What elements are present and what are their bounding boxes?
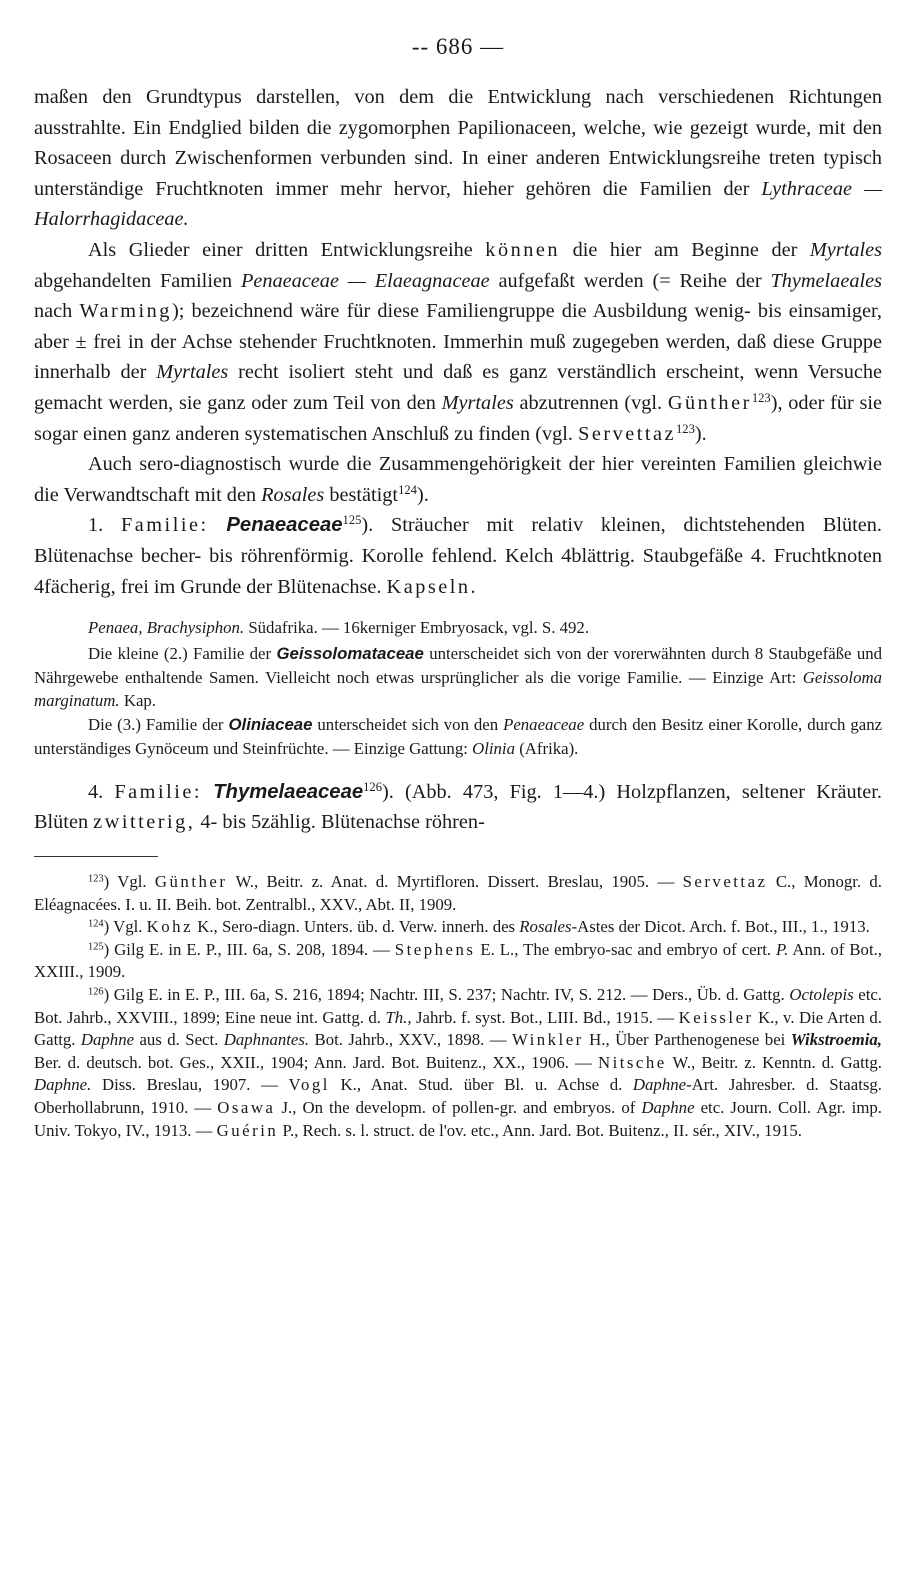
text: P., Rech. s. l. struct. de l'ov. etc., Ann. Jard. Bot. Buitenz., II. sér., XIV., 1915. [282, 1120, 802, 1140]
page-number: -- 686 — [411, 34, 505, 59]
genus-name: Daphne [632, 1075, 687, 1095]
footnote-124 [34, 916, 882, 939]
taxon-name: Thymelaeales [770, 269, 882, 292]
spaced-text: können [485, 238, 561, 261]
footnote-divider [34, 856, 158, 857]
text: Jahrb. f. syst. Bot., LIII. Bd., 1915. — [415, 1007, 675, 1027]
text: ), oder für sie sogar einen ganz anderen systematischen Anschluß zu finden (vgl. [34, 391, 883, 445]
footnote-123 [34, 871, 882, 916]
text: Kap. [123, 691, 156, 711]
section-number: 4. [88, 780, 104, 803]
footnote-ref: 124 [398, 482, 417, 497]
taxon-names: Lythraceae — Halorrhagidaceae. [34, 177, 882, 231]
section-name: Daphnantes. [223, 1030, 310, 1050]
author-name: Winkler [511, 1030, 584, 1050]
section-number: 1. [88, 514, 104, 537]
footnote-ref: 126 [363, 779, 383, 794]
author-name: Guérin [216, 1120, 279, 1140]
text: Ann. of Bot., XXIII., 1909. [34, 939, 883, 982]
text: W., Beitr. z. Kenntn. d. Gattg. [672, 1052, 882, 1072]
genus-name: Daphne. [34, 1075, 92, 1095]
taxon-name: Rosales [261, 483, 325, 506]
text: H., Über Parthenogenese bei [589, 1030, 786, 1050]
text: unterscheidet sich von der vorerwähnten durch 8 Staubgefäße und Nährgewebe enthaltende Samen. Vielleicht noch etwas ursprünglicher als die vorige Familie. — Einzige Art: [34, 643, 883, 687]
author-name: Kohz [146, 917, 194, 937]
genus-name: Daphne [641, 1098, 695, 1117]
text: maßen den Grundtypus darstellen, von dem die Entwicklung nach verschiedenen Richtungen ausstrahlte. Ein Endglied bilden die zygomorphen Papilionaceen, welche, wie gezeigt wurde, mit den Rosaceen durch Zwischenformen verbunden sind. In einer anderen Entwicklungsreihe treten typisch unterständige Fruchtknoten immer mehr hervor, hieher gehören die Familien der [34, 86, 882, 200]
text: Die (3.) Familie der [88, 715, 224, 735]
genus-names: Penaea, Brachysiphon. [88, 618, 245, 638]
genus-name: Octolepis [789, 985, 854, 1005]
footnote-ref: 125 [342, 513, 362, 528]
text: ). Sträucher mit relativ kleinen, dichtstehenden Blüten. Blütenachse becher- bis röhrenförmig. Korolle fehlend. Kelch 4blättrig. Staubgefäße 4. Fruchtknoten 4fächerig, frei im Grunde der Blütenachse. [34, 514, 882, 598]
family-1-paragraph [34, 510, 882, 602]
text: K., Sero-diagn. Unters. üb. d. Verw. innerh. des [197, 917, 516, 937]
footnote-number: 123 [88, 873, 104, 885]
text: Bot. Jahrb., XXV., 1898. — [314, 1030, 507, 1050]
family-label: Familie: [121, 514, 209, 537]
small-paragraph-1 [34, 616, 882, 640]
family-name: Geissolomataceae [276, 643, 424, 663]
text: K., Anat. Stud. über Bl. u. Achse d. [340, 1075, 623, 1095]
text: Als Glieder einer dritten Entwicklungsreihe [88, 238, 473, 261]
main-text [34, 82, 882, 602]
taxon-name: Rosales [519, 917, 572, 937]
author-name: Vogl [288, 1075, 330, 1095]
taxon-name: Myrtales [441, 391, 514, 414]
small-paragraph-3 [34, 713, 882, 761]
genus-name: Olinia [472, 739, 515, 759]
text: Diss. Breslau, 1907. — [101, 1075, 278, 1095]
text: K., v. Die Arten d. Gattg. [34, 1007, 882, 1050]
author-name: Nitsche [597, 1052, 667, 1072]
text: ); bezeichnend wäre für diese Familiengruppe die Ausbildung wenig- bis einsamiger, aber ± frei in der Achse stehender Fruchtknoten. Immerhin muß zugegeben werden, daß diese Gruppe innerhalb der [34, 300, 882, 384]
taxon-name: Myrtales [156, 361, 229, 384]
author-name: Servettaz [578, 422, 677, 445]
text: etc. Journ. Coll. Agr. imp. Univ. Tokyo, IV., 1913. — [34, 1098, 882, 1140]
text: Südafrika. — 16kerniger Embryosack, vgl. S. 492. [248, 618, 590, 638]
text: aus d. Sect. [139, 1030, 219, 1050]
text: die hier am Beginne der [572, 238, 798, 261]
text: unterscheidet sich von den [317, 715, 499, 735]
taxon-abbrev: Th., [385, 1007, 412, 1027]
author-name: Osawa [217, 1098, 276, 1117]
family-name: Penaeaceae [226, 514, 343, 537]
small-paragraph-2 [34, 642, 882, 713]
text: -Astes der Dicot. Arch. f. Bot., III., 1., 1913. [571, 917, 870, 937]
footnote-125 [34, 939, 882, 984]
family-4-paragraph [34, 777, 882, 838]
text: bestätigt [329, 483, 399, 506]
footnote-ref: 123 [751, 391, 771, 406]
text: Die kleine (2.) Familie der [88, 643, 272, 663]
text: Ber. d. deutsch. bot. Ges., XXII., 1904; Ann. Jard. Bot. Buitenz., XX., 1906. — [34, 1052, 592, 1072]
paragraph-3 [34, 449, 882, 510]
text: abzutrennen (vgl. [519, 391, 663, 414]
author-name: Günther [667, 391, 752, 414]
book-page [34, 34, 882, 1142]
paragraph-2 [34, 235, 882, 449]
text: ). [694, 422, 707, 445]
text: J., On the developm. of pollen-gr. and embryos. of [281, 1098, 636, 1117]
text: ) Vgl. [103, 917, 143, 937]
taxon-names: Penaeaceae — Elaeagnaceae [240, 269, 490, 292]
spaced-text: Kapseln. [386, 575, 479, 598]
footnote-number: 124 [88, 918, 104, 930]
text: aufgefaßt werden (= Reihe der [498, 269, 762, 292]
text: 4- bis 5zählig. Blütenachse röhren- [200, 811, 485, 834]
taxon-name: Myrtales [809, 238, 882, 261]
family-name: Oliniaceae [228, 715, 313, 735]
family-label: Familie: [114, 780, 202, 803]
text: ). (Abb. 473, Fig. 1—4.) Holzpflanzen, seltener Kräuter. Blüten [34, 780, 882, 834]
text: Auch sero-diagnostisch wurde die Zusammengehörigkeit der hier vereinten Familien gleichwie die Verwandtschaft mit den [34, 453, 882, 506]
taxon-abbrev: P. [776, 939, 789, 959]
text: ). [416, 483, 429, 506]
text: nach [34, 300, 73, 323]
author-name: Günther [154, 872, 228, 892]
genus-name: Daphne [80, 1030, 135, 1050]
footnote-number: 125 [88, 941, 104, 953]
taxon-name: Penaeaceae [503, 715, 585, 735]
author-name: Keissler [678, 1007, 754, 1027]
spaced-text: zwitterig, [93, 811, 196, 834]
text: ) Gilg E. in E. P., III. 6a, S. 208, 1894. — [103, 939, 390, 959]
text: E. L., The embryo-sac and embryo of cert. [480, 939, 772, 959]
text: etc. Bot. Jahrb., XXVIII., 1899; Eine neue int. Gattg. d. [34, 985, 883, 1027]
text: C., Monogr. d. Eléagnacées. I. u. II. Beih. bot. Zentralbl., XXV., Abt. II, 1909. [34, 872, 882, 914]
author-name: Warming [79, 300, 172, 323]
author-name: Servettaz [682, 872, 768, 892]
text: recht isoliert steht und daß es ganz verständlich erscheint, wenn Versuche gemacht werden, sie ganz oder zum Teil von den [34, 361, 882, 414]
text: -Art. Jahresber. d. Staatsg. Oberhollabrunn, 1910. — [34, 1075, 882, 1117]
text: abgehandelten Familien [34, 269, 233, 292]
footnote-ref: 123 [676, 421, 695, 436]
family-4-block [34, 777, 882, 838]
paragraph-1 [34, 82, 882, 235]
author-name: Stephens [394, 939, 476, 959]
small-print-block [34, 616, 882, 761]
footnote-126 [34, 984, 882, 1142]
text: W., Beitr. z. Anat. d. Myrtifloren. Dissert. Breslau, 1905. — [235, 872, 675, 892]
text: durch den Besitz einer Korolle, durch ganz unterständiges Gynöceum und Steinfrüchte. — Einzige Gattung: [34, 715, 883, 759]
footnotes [34, 871, 882, 1142]
species-name: Geissoloma marginatum. [34, 667, 882, 711]
footnote-number: 126 [88, 986, 104, 998]
text: (Afrika). [519, 739, 579, 759]
text: ) Vgl. [103, 872, 147, 892]
text: ) Gilg E. in E. P., III. 6a, S. 216, 1894; Nachtr. III, S. 237; Nachtr. IV, S. 212. — Ders., Üb. d. Gattg. [103, 985, 785, 1005]
family-name: Thymelaeaceae [213, 780, 364, 803]
genus-name: Wikstroemia, [790, 1030, 882, 1050]
